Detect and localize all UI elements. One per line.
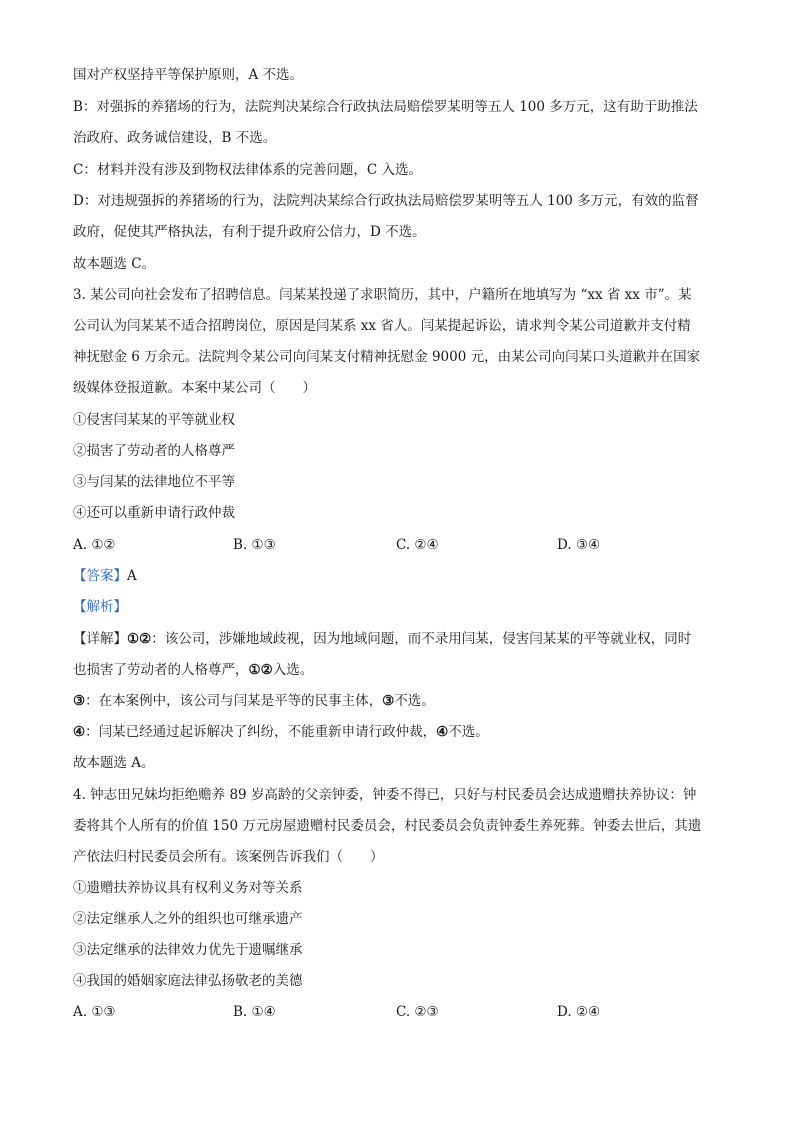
q3-item-4: ④还可以重新申请行政仲裁 xyxy=(73,505,235,521)
q3-analysis-heading xyxy=(73,597,723,617)
q3-item-1: ①侵害闫某某的平等就业权 xyxy=(73,412,235,428)
q3-detail-item4 xyxy=(73,722,723,742)
q2-analysis-c: C：材料并没有涉及到物权法律体系的完善问题，C 入选。 xyxy=(73,162,422,178)
q4-stem-line3: 产依法归村民委员会所有。该案例告诉我们（ ） xyxy=(73,849,384,865)
q2-analysis-d-line1: D：对违规强拆的养猪场的行为，法院判决某综合行政执法局赔偿罗某明等五人 100 多万元，有效的监督 xyxy=(73,193,699,209)
item3-marker-end: ③ xyxy=(382,693,395,709)
q3-item-3: ③与闫某的法律地位不平等 xyxy=(73,474,235,490)
q2-analysis-b-line2: 治政府、政务诚信建设，B 不选。 xyxy=(73,130,277,146)
q3-detail-item3 xyxy=(73,691,723,711)
answer-value: A xyxy=(127,568,137,584)
item3-tail: 不选。 xyxy=(394,693,435,709)
item4-marker: ④ xyxy=(73,724,86,740)
q4-item-4: ④我国的婚姻家庭法律弘扬敬老的美德 xyxy=(73,973,303,989)
q4-stem-line2: 委将其个人所有的价值 150 万元房屋遗赠村民委员会，村民委员会负责钟委生养死葬。钟委去世后，其遗 xyxy=(73,818,702,834)
q4-item-1: ①遗赠扶养协议具有权利义务对等关系 xyxy=(73,880,303,896)
q4-option-c: C. ②③ xyxy=(396,1004,439,1020)
q3-option-c: C. ②④ xyxy=(396,537,439,553)
q2-analysis-b-line1: B：对强拆的养猪场的行为，法院判决某综合行政执法局赔偿罗某明等五人 100 多万元，这有助于助推法 xyxy=(73,99,698,115)
item3-text: ：在本案例中，该公司与闫某是平等的民事主体， xyxy=(85,693,383,709)
detail-tag: 【详解】 xyxy=(73,631,127,647)
q2-analysis-a: 国对产权坚持平等保护原则，A 不选。 xyxy=(73,67,304,83)
q4-options xyxy=(73,1002,723,1022)
q3-options xyxy=(73,535,723,555)
q4-option-d: D. ②④ xyxy=(557,1004,601,1020)
q3-stem-line1: 3. 某公司向社会发布了招聘信息。闫某某投递了求职简历，其中，户籍所在地填写为 “xx 省 xx 市”。某 xyxy=(73,287,692,303)
q4-item-2: ②法定继承人之外的组织也可继承遗产 xyxy=(73,911,303,927)
q4-stem-line1: 4. 钟志田兄妹均拒绝赡养 89 岁高龄的父亲钟委，钟委不得已，只好与村民委员会达成遗赠扶养协议：钟 xyxy=(73,787,697,803)
item3-marker: ③ xyxy=(73,693,86,709)
q4-option-b: B. ①④ xyxy=(233,1004,276,1020)
q3-stem-line3: 神抚慰金 6 万余元。法院判令某公司向闫某支付精神抚慰金 9000 元，由某公司向闫某口头道歉并在国家 xyxy=(73,349,701,365)
item4-tail: 不选。 xyxy=(448,724,489,740)
q3-detail-line2 xyxy=(73,660,723,680)
q2-conclusion: 故本题选 C。 xyxy=(73,256,156,272)
detail-bold-items-2: ①② xyxy=(248,662,273,678)
q3-stem-line2: 公司认为闫某某不适合招聘岗位，原因是闫某系 xx 省人。闫某提起诉讼，请求判令某公司道歉并支付精 xyxy=(73,318,691,334)
q3-detail-line1 xyxy=(73,629,723,649)
q3-conclusion: 故本题选 A。 xyxy=(73,755,155,771)
item4-marker-end: ④ xyxy=(436,724,449,740)
answer-tag: 【答案】 xyxy=(73,568,127,584)
q3-answer xyxy=(73,566,723,586)
q3-option-d: D. ③④ xyxy=(557,537,601,553)
q3-option-b: B. ①③ xyxy=(233,537,276,553)
detail-text-2b: 入选。 xyxy=(272,662,314,678)
q3-option-a: A. ①② xyxy=(73,537,116,553)
analysis-tag: 【解析】 xyxy=(73,599,127,615)
q3-item-2: ②损害了劳动者的人格尊严 xyxy=(73,443,235,459)
detail-bold-items: ①② xyxy=(127,631,152,647)
detail-text-2a: 也损害了劳动者的人格尊严， xyxy=(73,662,249,678)
q3-stem-line4: 级媒体登报道歉。本案中某公司（ ） xyxy=(73,380,316,396)
item4-text: ：闫某已经通过起诉解决了纠纷，不能重新申请行政仲裁， xyxy=(85,724,437,740)
detail-text: ：该公司，涉嫌地域歧视，因为地域问题，而不录用闫某，侵害闫某某的平等就业权，同时 xyxy=(151,631,692,647)
q2-analysis-d-line2: 政府，促使其严格执法，有利于提升政府公信力，D 不选。 xyxy=(73,224,426,240)
q4-item-3: ③法定继承的法律效力优先于遗嘱继承 xyxy=(73,942,303,958)
q4-option-a: A. ①③ xyxy=(73,1004,116,1020)
